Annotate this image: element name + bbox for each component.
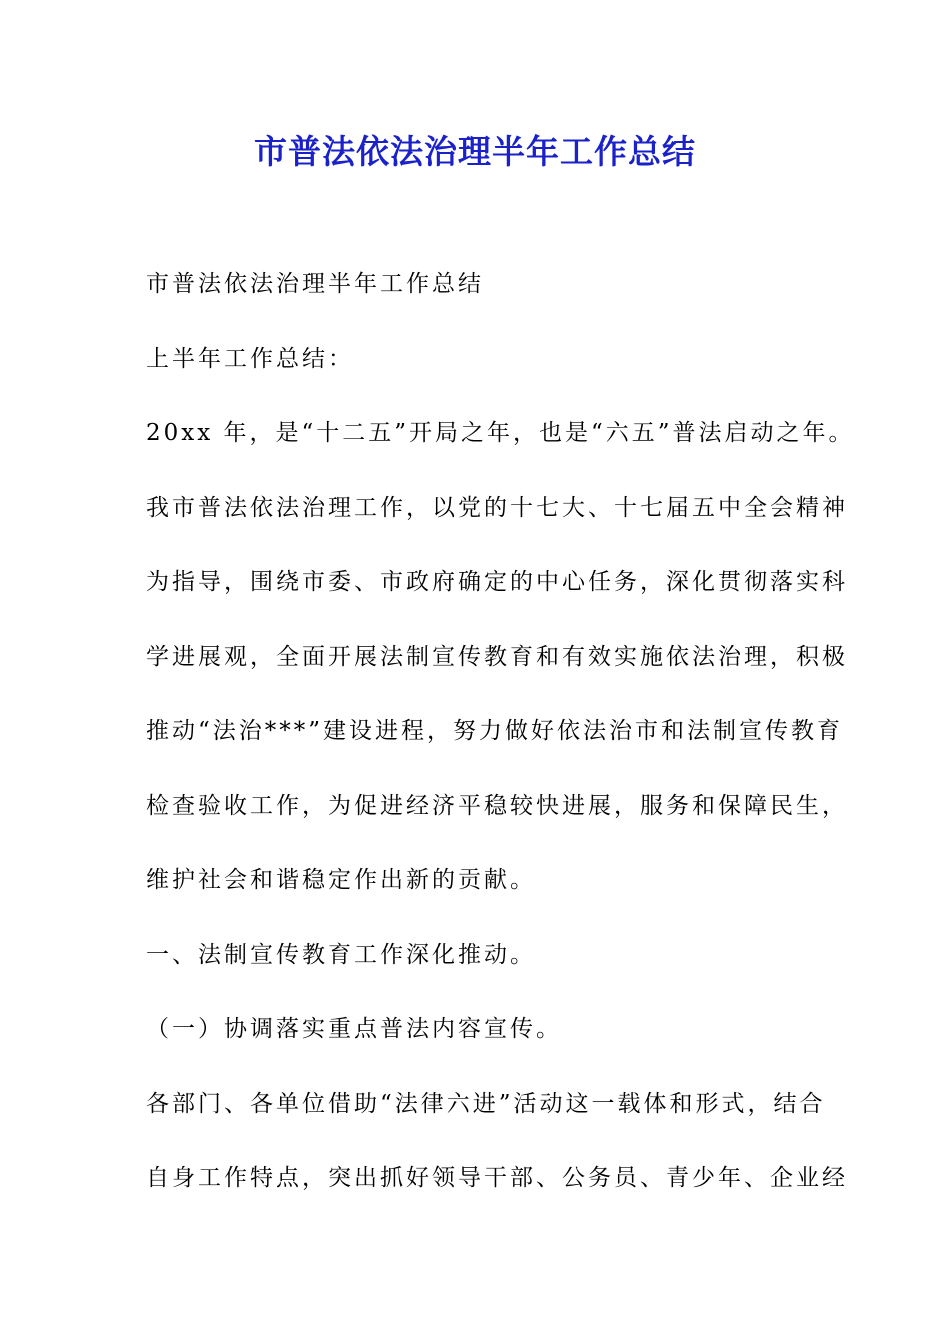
paragraph-line: 20xx 年，是“十二五”开局之年，也是“六五”普法启动之年。 xyxy=(146,420,855,446)
paragraph-line: 推动“法治***”建设进程，努力做好依法治市和法制宣传教育 xyxy=(146,718,844,744)
paragraph-line: 为指导，围绕市委、市政府确定的中心任务，深化贯彻落实科 xyxy=(146,569,848,595)
paragraph-line: 学进展观，全面开展法制宣传教育和有效实施依法治理，积极 xyxy=(146,643,848,670)
paragraph-line: 上半年工作总结： xyxy=(146,345,354,372)
subsection-heading: （一）协调落实重点普法内容宣传。 xyxy=(146,1016,562,1042)
section-heading: 一、法制宣传教育工作深化推动。 xyxy=(146,941,536,968)
document-body xyxy=(146,264,855,1233)
document-title: 市普法依法治理半年工作总结 xyxy=(254,132,696,171)
paragraph-line: 各部门、各单位借助“法律六进”活动这一载体和形式，结合 xyxy=(146,1090,826,1117)
paragraph-line: 维护社会和谐稳定作出新的贡献。 xyxy=(146,867,536,893)
paragraph-line: 自身工作特点，突出抓好领导干部、公务员、青少年、企业经 xyxy=(146,1165,848,1191)
paragraph-line: 市普法依法治理半年工作总结 xyxy=(146,271,484,297)
paragraph-line: 我市普法依法治理工作，以党的十七大、十七届五中全会精神 xyxy=(146,494,848,521)
paragraph-line: 检查验收工作，为促进经济平稳较快进展，服务和保障民生， xyxy=(146,792,848,819)
